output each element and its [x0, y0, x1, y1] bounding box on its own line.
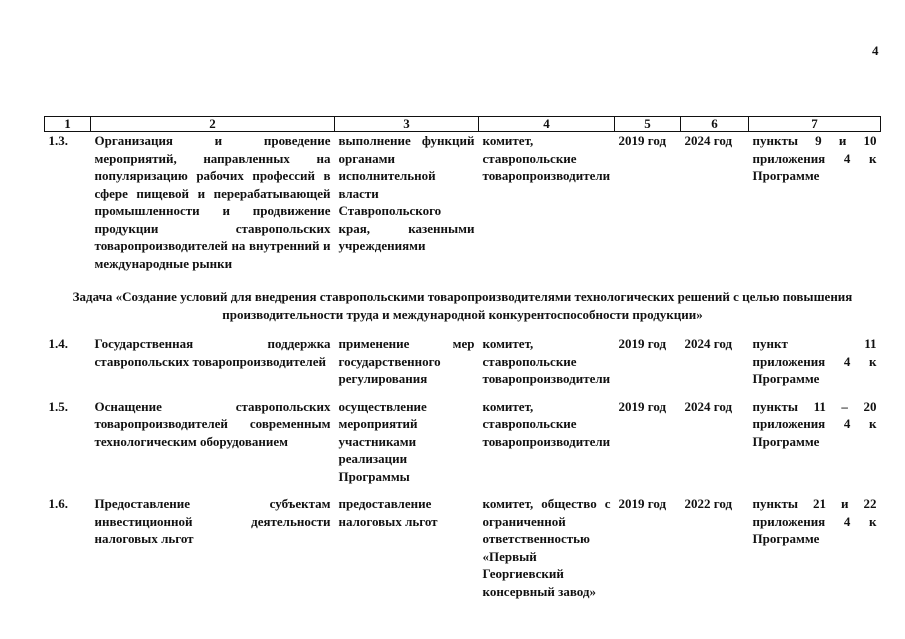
start-year-cell: 2019 год — [618, 398, 667, 414]
row-number: 1.4. — [48, 336, 68, 351]
start-year-cell: 2019 год — [618, 336, 667, 351]
start-year-cell: 2019 год — [618, 133, 667, 148]
col-header-6: 6 — [681, 117, 749, 132]
event-cell: Оснащение ставропольских товаропроизводителей современным технологическим оборудованием — [94, 398, 331, 449]
link-cell: пункт 11 приложения 4 к Программе — [752, 336, 877, 386]
spacer-cell — [45, 485, 881, 495]
mechanism-cell: применение мер государственного регулирования — [338, 336, 475, 386]
row-number: 1.5. — [48, 398, 68, 414]
table-row — [45, 132, 881, 273]
executor-cell: комитет, ставропольские товаропроизводители — [482, 336, 611, 386]
executor-cell: комитет, ставропольские товаропроизводители — [482, 398, 611, 449]
start-year-cell: 2019 год — [618, 496, 667, 511]
link-cell: пункты 11 – 20 приложения 4 к Программе — [752, 398, 877, 449]
mechanism-cell: осуществление мероприятий участниками реализации Программы — [338, 398, 427, 484]
task-heading-row — [45, 272, 881, 335]
executor-cell: комитет, ставропольские товаропроизводители — [482, 133, 611, 183]
program-table — [44, 116, 881, 600]
header-row — [45, 117, 881, 132]
col-header-2: 2 — [91, 117, 335, 132]
col-header-1: 1 — [45, 117, 91, 132]
link-cell: пункты 21 и 22 приложения 4 к Программе — [752, 496, 877, 546]
event-cell: Организация и проведение мероприятий, направленных на популяризацию рабочих профессий в сфере пищевой и перерабатывающей промышленности и продвижение продукции ставропольских товаропроизводителей на внутренний и международные рынки — [94, 133, 331, 271]
task-heading: Задача «Создание условий для внедрения ставропольскими товаропроизводителями технологических решений с целью повышения производительности труда и международной конкурентоспособности продукции» — [72, 289, 853, 322]
end-year-cell: 2024 год — [684, 133, 733, 148]
executor-cell: комитет, общество с ограниченной ответственностью «Первый Георгиевский консервный завод» — [482, 496, 611, 599]
event-cell: Государственная поддержка ставропольских товаропроизводителей — [94, 336, 331, 369]
row-number: 1.3. — [48, 133, 68, 148]
col-header-7: 7 — [749, 117, 881, 132]
table-row — [45, 495, 881, 600]
row-number: 1.6. — [48, 496, 68, 511]
end-year-cell: 2022 год — [684, 496, 733, 511]
row-spacer — [45, 388, 881, 398]
col-header-5: 5 — [615, 117, 681, 132]
mechanism-cell: выполнение функций органами исполнительной власти Ставропольского края, казенными учреждениями — [338, 133, 475, 253]
page-number: 4 — [872, 43, 879, 58]
end-year-cell: 2024 год — [684, 398, 733, 414]
link-cell: пункты 9 и 10 приложения 4 к Программе — [752, 133, 877, 183]
row-spacer — [45, 485, 881, 495]
col-header-4: 4 — [479, 117, 615, 132]
table-row — [45, 398, 881, 486]
table-row — [45, 335, 881, 388]
event-cell: Предоставление субъектам инвестиционной деятельности налоговых льгот — [94, 496, 331, 546]
col-header-3: 3 — [335, 117, 479, 132]
spacer-cell — [45, 388, 881, 398]
end-year-cell: 2024 год — [684, 336, 733, 351]
mechanism-cell: предоставление налоговых льгот — [338, 496, 438, 529]
